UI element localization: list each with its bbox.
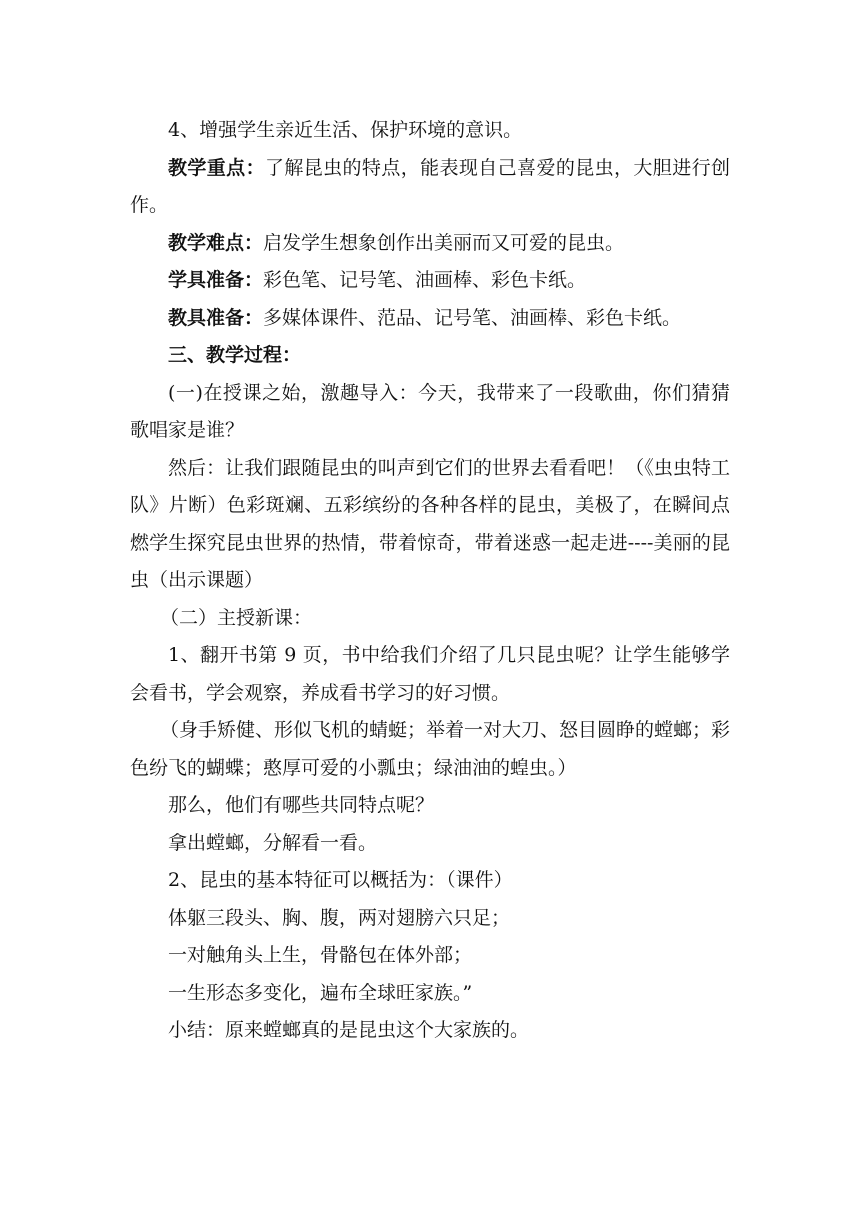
teacher-materials: [130, 300, 730, 338]
teacher-materials-text: 多媒体课件、范品、记号笔、油画棒、彩色卡纸。: [263, 306, 682, 329]
question-common-traits: 那么，他们有哪些共同特点呢？: [168, 794, 435, 816]
insect-list: （身手矫健、形似飞机的蜻蜓；举着一对大刀、怒目圆睁的螳螂；彩色纷飞的蝴蝶；憨厚可爱的小瓢虫；绿油油的蝗虫。）: [130, 719, 731, 779]
verse-line-3: 一生形态多变化，遍布全球旺家族。”: [168, 981, 473, 1004]
teaching-focus: [130, 150, 730, 225]
teaching-focus-label: 教学重点：: [168, 156, 265, 179]
mantis-breakdown: 拿出螳螂，分解看一看。: [168, 831, 378, 854]
verse-line-2: 一对触角头上生，骨骼包在体外部；: [168, 944, 473, 966]
teacher-materials-label: 教具准备：: [168, 306, 264, 329]
verse-line-1: 体躯三段头、胸、腹，两对翅膀六只足；: [168, 906, 511, 929]
step-1: 1、翻开书第 9 页，书中给我们介绍了几只昆虫呢？让学生能够学会看书，学会观察，养成看书学习的好习惯。: [130, 644, 730, 704]
then-paragraph: 然后：让我们跟随昆虫的叫声到它们的世界去看看吧！（《虫虫特工队》片断）色彩斑斓、五彩缤纷的各种各样的昆虫，美极了，在瞬间点燃学生探究昆虫世界的热情，带着惊奇，带着迷惑一起走进----美丽的昆虫（出示课题）: [130, 456, 730, 591]
summary: 小结：原来螳螂真的是昆虫这个大家族的。: [168, 1019, 530, 1041]
intro-paragraph: (一)在授课之始，激趣导入：今天，我带来了一段歌曲，你们猜猜歌唱家是谁？: [130, 381, 730, 441]
student-materials: [130, 262, 730, 300]
goal-4: 4、增强学生亲近生活、保护环境的意识。: [168, 119, 523, 141]
section-heading-process: 三、教学过程：: [168, 344, 302, 366]
document-page: [130, 112, 730, 1050]
teaching-difficulty: [130, 225, 730, 263]
teaching-difficulty-text: 启发学生想象创作出美丽而又可爱的昆虫。: [263, 231, 625, 254]
student-materials-label: 学具准备：: [168, 269, 264, 291]
section-heading-new-lesson: （二）主授新课：: [160, 606, 313, 629]
teaching-focus-text: 了解昆虫的特点，能表现自己喜爱的昆虫，大胆进行创作。: [130, 156, 730, 216]
step-2: 2、昆虫的基本特征可以概括为：（课件）: [168, 869, 513, 891]
student-materials-text: 彩色笔、记号笔、油画棒、彩色卡纸。: [263, 269, 587, 291]
teaching-difficulty-label: 教学难点：: [168, 231, 264, 254]
